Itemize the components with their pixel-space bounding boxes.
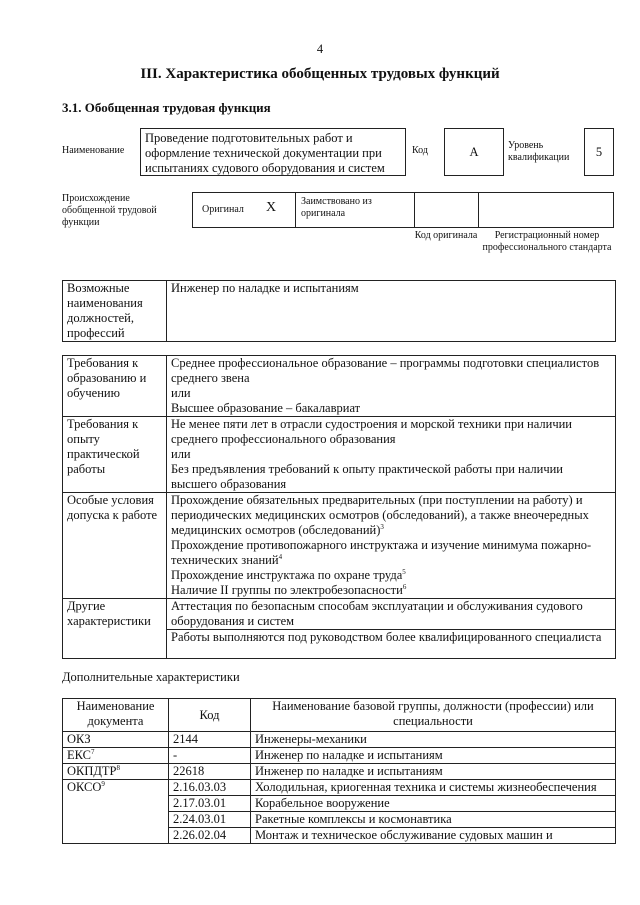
experience-value <box>167 417 616 493</box>
table-row <box>63 599 616 659</box>
special-conditions-value <box>167 493 616 599</box>
table-row <box>63 764 616 780</box>
table-row <box>63 356 616 417</box>
row-name: Инженер по наладке и испытаниям <box>251 764 616 780</box>
education-line: Высшее образование – бакалавриат <box>171 401 361 415</box>
section-title: III. Характеристика обобщенных трудовых функций <box>140 66 500 82</box>
experience-line: или <box>171 447 191 461</box>
code-value: А <box>444 128 504 176</box>
other-characteristic-item: Работы выполняются под руководством более квалифицированного специалиста <box>167 629 615 645</box>
origin-divider <box>478 192 479 228</box>
row-code: 22618 <box>169 764 251 780</box>
education-value <box>167 356 616 417</box>
row-code: - <box>169 748 251 764</box>
table-row <box>63 417 616 493</box>
header-name: Наименование базовой группы, должности (профессии) или специальности <box>251 699 616 732</box>
row-name: Корабельное вооружение <box>251 796 616 812</box>
page-number: 4 <box>316 42 324 56</box>
row-doc: ОКЗ <box>63 732 169 748</box>
code-caption: Код оригинала <box>414 230 478 241</box>
possible-names-table <box>62 280 616 342</box>
special-condition-item: Прохождение инструктажа по охране труда$^5$ <box>171 567 406 582</box>
row-code: 2.26.02.04 <box>169 828 251 844</box>
row-code: 2.17.03.01 <box>169 796 251 812</box>
experience-label: Требования к опыту практической работы <box>63 417 167 493</box>
origin-divider <box>295 192 296 228</box>
row-name: Холодильная, криогенная техника и системы жизнеобеспечения <box>251 780 616 796</box>
code-label: Код <box>412 145 428 156</box>
name-value: Проведение подготовительных работ и оформление технической документации при испытаниях судового оборудования и систем <box>140 128 406 176</box>
origin-label: Происхождение обобщенной трудовой функции <box>62 193 157 228</box>
row-code: 2144 <box>169 732 251 748</box>
table-row <box>63 493 616 599</box>
row-name: Инженер по наладке и испытаниям <box>251 748 616 764</box>
table-row <box>63 780 616 796</box>
origin-divider <box>414 192 415 228</box>
row-doc: ОКСО$^9$ <box>63 780 169 844</box>
row-name: Ракетные комплексы и космонавтика <box>251 812 616 828</box>
subsection-title: 3.1. Обобщенная трудовая функция <box>62 100 271 115</box>
requirements-table <box>62 355 616 659</box>
experience-line: Без предъявления требований к опыту практической работы при наличии высшего образования <box>171 462 563 491</box>
table-row <box>63 732 616 748</box>
borrowed-label: Заимствовано из оригинала <box>301 196 372 219</box>
header-document: Наименование документа <box>63 699 169 732</box>
special-conditions-label: Особые условия допуска к работе <box>63 493 167 599</box>
additional-table <box>62 698 616 844</box>
education-label: Требования к образованию и обучению <box>63 356 167 417</box>
row-name: Инженеры-механики <box>251 732 616 748</box>
header-code: Код <box>169 699 251 732</box>
original-label: Оригинал <box>202 204 244 215</box>
row-code: 2.16.03.03 <box>169 780 251 796</box>
special-condition-item: Прохождение обязательных предварительных (при поступлении на работу) и периодических медицинских осмотров (обследований), а также внеочередных медицинских осмотров (обследований)$^3$ <box>171 493 589 537</box>
education-line: Среднее профессиональное образование – программы подготовки специалистов среднего звена <box>171 356 600 385</box>
name-label: Наименование <box>62 145 125 156</box>
education-line: или <box>171 386 191 400</box>
special-condition-item: Прохождение противопожарного инструктажа и изучение минимума пожарно-технических знаний$^4$ <box>171 538 592 567</box>
other-characteristics-value <box>167 599 616 659</box>
row-doc: ЕКС$^7$ <box>63 748 169 764</box>
possible-names-value: Инженер по наладке и испытаниям <box>167 281 616 342</box>
row-code: 2.24.03.01 <box>169 812 251 828</box>
possible-names-label: Возможные наименования должностей, профессий <box>63 281 167 342</box>
level-label: Уровень квалификации <box>508 140 570 163</box>
reg-caption: Регистрационный номер профессионального стандарта <box>482 230 612 253</box>
table-header-row <box>63 699 616 732</box>
original-mark: X <box>266 200 277 215</box>
additional-title: Дополнительные характеристики <box>62 670 240 684</box>
level-value: 5 <box>584 128 614 176</box>
row-doc: ОКПДТР$^8$ <box>63 764 169 780</box>
other-characteristics-label: Другие характеристики <box>63 599 167 659</box>
experience-line: Не менее пяти лет в отрасли судостроения и морской техники при наличии среднего профессионального образования <box>171 417 573 446</box>
row-name: Монтаж и техническое обслуживание судовых машин и <box>251 828 616 844</box>
other-characteristic-item: Аттестация по безопасным способам эксплуатации и обслуживания судового оборудования и систем <box>171 599 583 628</box>
special-condition-item: Наличие II группы по электробезопасности$^6$ <box>171 582 407 597</box>
table-row <box>63 748 616 764</box>
